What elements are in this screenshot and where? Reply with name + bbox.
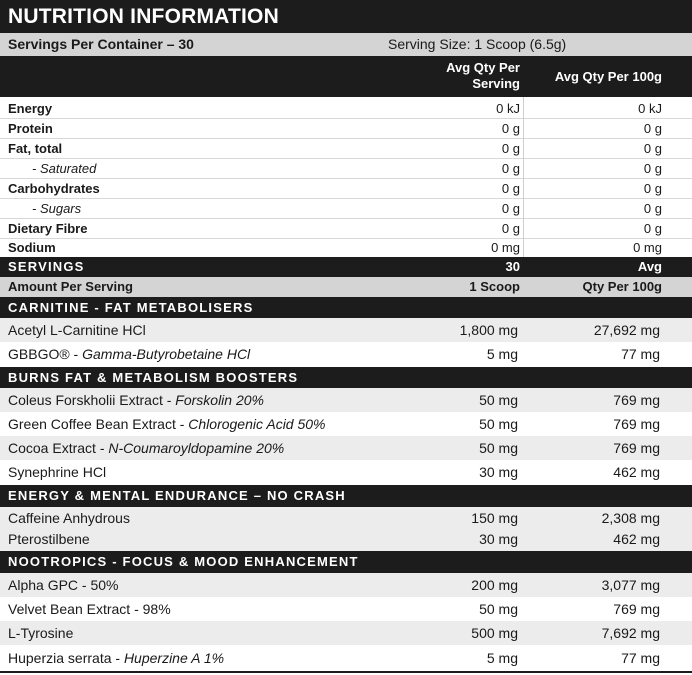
amount-per-serving-row	[0, 277, 692, 297]
nutrient-100g: 0 g	[643, 201, 662, 216]
ingredient-100g: 27,692 mg	[593, 322, 660, 338]
nutrient-name: Sodium	[8, 240, 56, 255]
nutrient-row-sodium	[0, 238, 692, 257]
ingredient-row	[0, 412, 692, 436]
nutrient-serving: 0 g	[501, 181, 520, 196]
amount-label: Amount Per Serving	[8, 279, 133, 294]
ingredient-name: Green Coffee Bean Extract - Chlorogenic Acid 50%	[8, 416, 326, 432]
nutrient-row-fat	[0, 139, 692, 158]
nutrient-row-fibre	[0, 219, 692, 238]
ingredient-100g: 77 mg	[621, 650, 660, 666]
nutrient-row-sugars	[0, 199, 692, 218]
ingredient-serving: 1,800 mg	[459, 322, 518, 338]
ingredient-100g: 7,692 mg	[601, 625, 660, 641]
ingredient-100g: 462 mg	[613, 531, 660, 547]
ingredient-serving: 5 mg	[486, 346, 518, 362]
col-header-100g: Avg Qty Per 100g	[554, 69, 662, 84]
ingredient-serving: 50 mg	[479, 392, 518, 408]
ingredient-100g: 769 mg	[613, 601, 660, 617]
ingredient-row	[0, 342, 692, 367]
nutrient-100g: 0 g	[643, 141, 662, 156]
ingredient-serving: 200 mg	[471, 577, 518, 593]
ingredient-100g: 3,077 mg	[601, 577, 660, 593]
nutrient-row-carbohydrates	[0, 179, 692, 198]
nutrient-serving: 0 g	[501, 121, 520, 136]
nutrient-name: Protein	[8, 121, 53, 136]
nutrient-100g: 0 kJ	[638, 101, 662, 116]
ingredient-row	[0, 460, 692, 485]
nutrient-serving: 0 g	[501, 201, 520, 216]
nutrient-serving: 0 g	[501, 141, 520, 156]
nutrient-name: Carbohydrates	[8, 181, 100, 196]
section-heading-carnitine: CARNITINE - FAT METABOLISERS	[0, 297, 692, 318]
nutrient-serving: 0 g	[501, 221, 520, 236]
section-heading-burns-fat: BURNS FAT & METABOLISM BOOSTERS	[0, 367, 692, 388]
ingredient-serving: 50 mg	[479, 440, 518, 456]
ingredient-name: Alpha GPC - 50%	[8, 577, 119, 593]
nutrient-serving: 0 g	[501, 161, 520, 176]
serving-size: Serving Size: 1 Scoop (6.5g)	[388, 36, 567, 52]
servings-per-container: Servings Per Container – 30	[8, 36, 194, 52]
ingredient-serving: 150 mg	[471, 510, 518, 526]
ingredient-row	[0, 507, 692, 530]
nutrient-name: Energy	[8, 101, 53, 116]
ingredient-name: Synephrine HCl	[8, 464, 107, 480]
amount-qty-100g: Qty Per 100g	[582, 279, 662, 294]
nutrient-name: - Saturated	[32, 161, 97, 176]
ingredient-serving: 50 mg	[479, 601, 518, 617]
ingredient-100g: 77 mg	[621, 346, 660, 362]
ingredient-100g: 2,308 mg	[601, 510, 660, 526]
nutrient-100g: 0 g	[643, 121, 662, 136]
serving-info-row	[0, 33, 692, 56]
ingredient-name: Coleus Forskholii Extract - Forskolin 20%	[8, 392, 264, 408]
ingredient-serving: 50 mg	[479, 416, 518, 432]
nutrient-100g: 0 g	[643, 221, 662, 236]
ingredient-name: Pterostilbene	[8, 531, 90, 547]
ingredient-row	[0, 318, 692, 342]
ingredient-row	[0, 436, 692, 460]
ingredient-name: GBBGO® - Gamma-Butyrobetaine HCl	[8, 346, 251, 362]
ingredient-name: Huperzia serrata - Huperzine A 1%	[8, 650, 225, 666]
ingredient-100g: 769 mg	[613, 440, 660, 456]
nutrient-100g: 0 mg	[633, 240, 662, 255]
ingredient-serving: 500 mg	[471, 625, 518, 641]
ingredient-row	[0, 597, 692, 621]
section-heading-energy: ENERGY & MENTAL ENDURANCE – NO CRASH	[0, 485, 692, 507]
bottom-rule	[0, 671, 692, 673]
ingredient-row	[0, 573, 692, 597]
nutrient-name: - Sugars	[32, 201, 82, 216]
nutrient-serving: 0 mg	[491, 240, 520, 255]
nutrient-row-saturated	[0, 159, 692, 178]
ingredient-serving: 30 mg	[479, 531, 518, 547]
ingredient-name: Acetyl L-Carnitine HCl	[8, 322, 146, 338]
nutrient-row-energy	[0, 99, 692, 118]
section-heading-nootropics: NOOTROPICS - FOCUS & MOOD ENHANCEMENT	[0, 551, 692, 573]
ingredient-row	[0, 621, 692, 645]
ingredient-serving: 30 mg	[479, 464, 518, 480]
servings-value: 30	[505, 259, 520, 274]
ingredient-name: Velvet Bean Extract - 98%	[8, 601, 171, 617]
ingredient-name: L-Tyrosine	[8, 625, 74, 641]
servings-avg: Avg	[637, 259, 662, 274]
ingredient-100g: 462 mg	[613, 464, 660, 480]
nutrient-name: Fat, total	[8, 141, 63, 156]
amount-scoop: 1 Scoop	[469, 279, 520, 294]
ingredient-name: Cocoa Extract - N-Coumaroyldopamine 20%	[8, 440, 285, 456]
ingredient-100g: 769 mg	[613, 416, 660, 432]
column-header	[0, 56, 692, 97]
col-header-serving: Avg Qty Per Serving	[446, 60, 520, 91]
nutrient-row-protein	[0, 119, 692, 138]
nutrient-serving: 0 kJ	[496, 101, 520, 116]
servings-label: SERVINGS	[8, 259, 85, 274]
ingredient-100g: 769 mg	[613, 392, 660, 408]
nutrient-100g: 0 g	[643, 181, 662, 196]
nutrient-name: Dietary Fibre	[8, 221, 88, 236]
nutrient-100g: 0 g	[643, 161, 662, 176]
ingredient-row	[0, 388, 692, 412]
servings-band	[0, 257, 692, 277]
ingredient-serving: 5 mg	[486, 650, 518, 666]
ingredient-row	[0, 645, 692, 671]
ingredient-row	[0, 530, 692, 551]
column-divider	[523, 97, 524, 257]
panel-title: NUTRITION INFORMATION	[0, 0, 692, 33]
ingredient-name: Caffeine Anhydrous	[8, 510, 130, 526]
